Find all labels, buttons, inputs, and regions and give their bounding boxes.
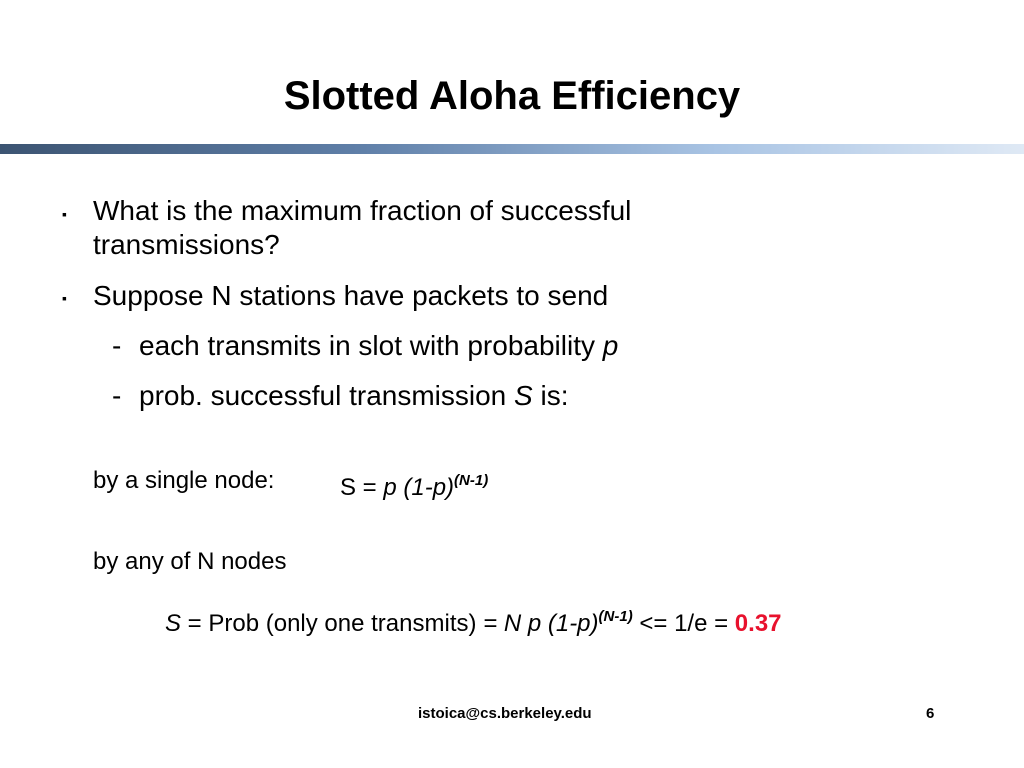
any-node-s-var: S [165, 610, 182, 637]
any-node-expr: = N p (1-p) [476, 610, 599, 637]
single-node-lhs: S = [340, 474, 384, 501]
bullet-marker: ▪ [62, 206, 67, 222]
single-node-expr: p (1-p) [383, 474, 455, 501]
title-underline-bar [0, 144, 1024, 154]
any-node-equation [165, 602, 782, 639]
any-node-label: by any of N nodes [93, 548, 287, 575]
sub-bullet-dash: - [112, 380, 122, 411]
sub-bullet-2-var: S [514, 380, 533, 411]
bullet-marker: ▪ [62, 290, 67, 306]
slide-title: Slotted Aloha Efficiency [283, 74, 741, 118]
single-node-label: by a single node: [93, 467, 275, 494]
any-node-inv-e: 1/e = [674, 610, 735, 637]
sub-bullet-1-var: p [602, 330, 619, 361]
bullet-1-line-2: transmissions? [93, 229, 280, 260]
bullet-2-text: Suppose N stations have packets to send [93, 280, 609, 311]
any-node-exponent: (N-1) [598, 608, 633, 625]
any-node-equals: = [181, 610, 209, 637]
bullet-1-line-1: What is the maximum fraction of successful [93, 195, 632, 226]
page-number: 6 [926, 705, 935, 722]
sub-bullet-1 [139, 329, 618, 363]
sub-bullet-2-text: prob. successful transmission [139, 380, 515, 411]
sub-bullet-2-tail: is: [532, 380, 569, 411]
footer-email: istoica@cs.berkeley.edu [418, 705, 592, 722]
any-node-le: <= [632, 610, 675, 637]
sub-bullet-dash: - [112, 330, 122, 361]
sub-bullet-2 [139, 379, 569, 413]
single-node-equation [340, 466, 488, 503]
any-node-result: 0.37 [734, 610, 782, 637]
any-node-prob-text: Prob (only one transmits) [208, 610, 477, 637]
sub-bullet-1-text: each transmits in slot with probability [139, 330, 603, 361]
single-node-exponent: (N-1) [454, 472, 489, 489]
